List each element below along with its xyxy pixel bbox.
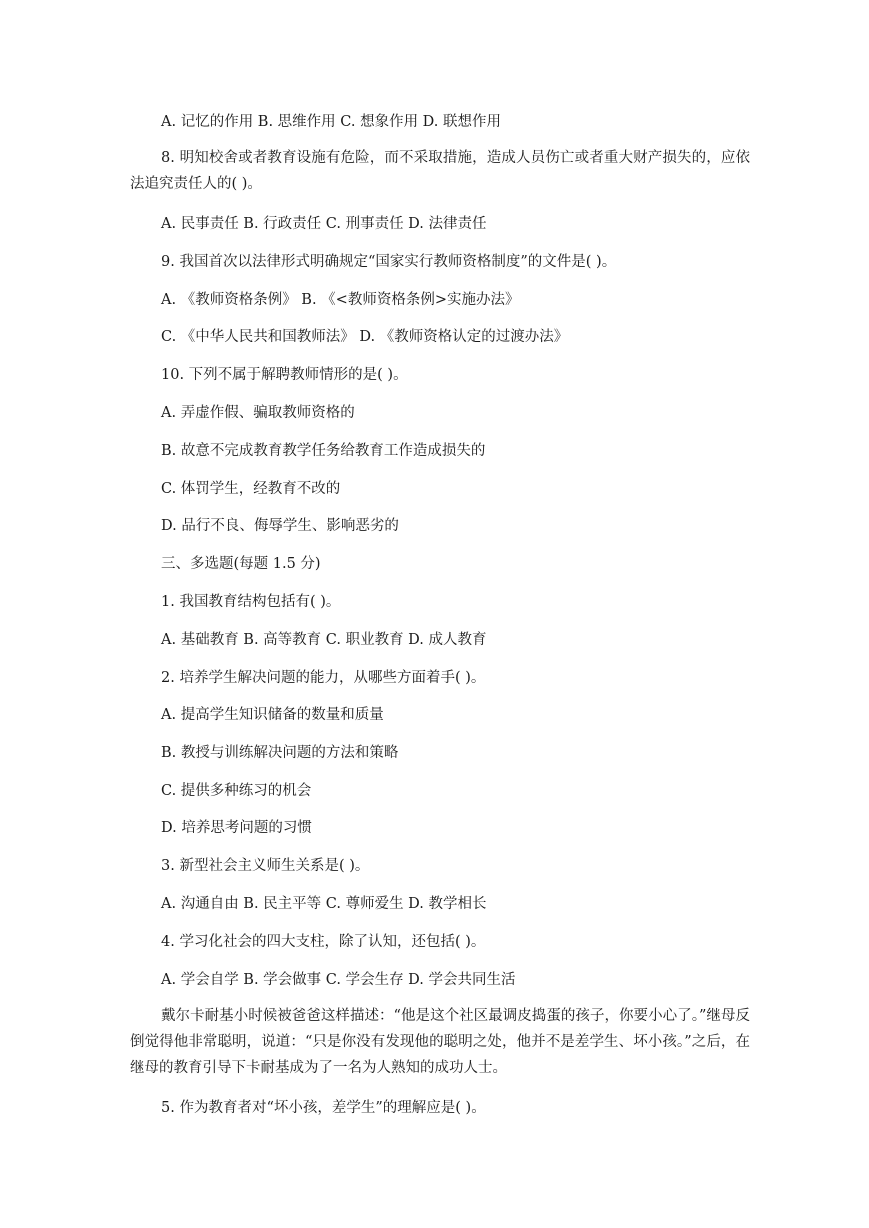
question-8: 8. 明知校舍或者教育设施有危险，而不采取措施，造成人员伤亡或者重大财产损失的，应依法追究责任人的( )。 <box>130 150 750 192</box>
option-line: A. 提高学生知识储备的数量和质量 <box>161 707 384 723</box>
case-paragraph: 戴尔卡耐基小时候被爸爸这样描述：“他是这个社区最调皮捣蛋的孩子，你要小心了。”继母反倒觉得他非常聪明，说道：“只是你没有发现他的聪明之处，他并不是差学生、坏小孩。”之后，在继母的教育引导下卡耐基成为了一名为人熟知的成功人士。 <box>130 1008 750 1076</box>
option-line: A. 沟通自由 B. 民主平等 C. 尊师爱生 D. 教学相长 <box>161 896 487 912</box>
option-line: A. 民事责任 B. 行政责任 C. 刑事责任 D. 法律责任 <box>161 216 487 232</box>
question-1: 1. 我国教育结构包括有( )。 <box>161 594 341 610</box>
question-5: 5. 作为教育者对“坏小孩，差学生”的理解应是( )。 <box>161 1100 486 1116</box>
question-2: 2. 培养学生解决问题的能力，从哪些方面着手( )。 <box>161 670 486 686</box>
question-3: 3. 新型社会主义师生关系是( )。 <box>161 858 370 874</box>
option-line: C. 体罚学生，经教育不改的 <box>161 481 341 497</box>
section-heading: 三、多选题(每题 1.5 分) <box>161 556 321 572</box>
option-line: D. 品行不良、侮辱学生、影响恶劣的 <box>161 518 399 534</box>
option-line: C. 提供多种练习的机会 <box>161 783 312 799</box>
option-line: A. 学会自学 B. 学会做事 C. 学会生存 D. 学会共同生活 <box>161 972 516 988</box>
option-line: B. 教授与训练解决问题的方法和策略 <box>161 745 399 761</box>
option-line: A. 《教师资格条例》 B. 《<教师资格条例>实施办法》 <box>161 292 520 308</box>
option-line: A. 基础教育 B. 高等教育 C. 职业教育 D. 成人教育 <box>161 632 487 648</box>
option-line: B. 故意不完成教育教学任务给教育工作造成损失的 <box>161 443 486 459</box>
option-line: A. 弄虚作假、骗取教师资格的 <box>161 405 355 421</box>
question-9: 9. 我国首次以法律形式明确规定“国家实行教师资格制度”的文件是( )。 <box>161 254 617 270</box>
option-line: C. 《中华人民共和国教师法》 D. 《教师资格认定的过渡办法》 <box>161 329 569 345</box>
question-10: 10. 下列不属于解聘教师情形的是( )。 <box>161 367 408 383</box>
question-4: 4. 学习化社会的四大支柱，除了认知，还包括( )。 <box>161 934 486 950</box>
option-line: A. 记忆的作用 B. 思维作用 C. 想象作用 D. 联想作用 <box>161 114 502 130</box>
option-line: D. 培养思考问题的习惯 <box>161 820 312 836</box>
